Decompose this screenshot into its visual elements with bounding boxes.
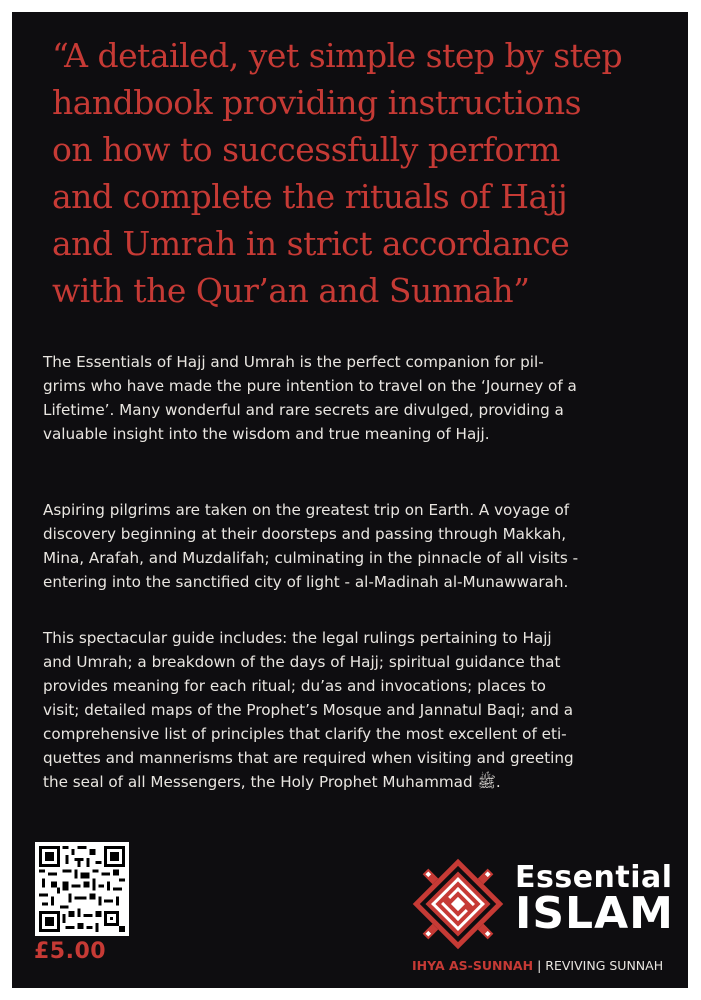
quote-line: “A detailed, yet simple step by step (52, 36, 623, 75)
publisher-name: IHYA AS-SUNNAH (412, 958, 534, 973)
price-label: £5.00 (34, 939, 107, 964)
geometric-logo-icon (404, 850, 512, 958)
description-paragraph-2 (43, 498, 683, 594)
tagline-text: REVIVING SUNNAH (545, 958, 664, 973)
paragraph-line: entering into the sanctified city of light - al-Madinah al-Munawwarah. (43, 573, 569, 591)
quote-line: handbook providing instructions (52, 83, 582, 122)
brand-name-line2: ISLAM (515, 888, 674, 939)
paragraph-line: provides meaning for each ritual; du’as and invocations; places to (43, 677, 546, 695)
paragraph-line: Mina, Arafah, and Muzdalifah; culminating in the pinnacle of all visits - (43, 549, 579, 567)
quote-line: with the Qur’an and Sunnah” (52, 271, 530, 310)
quote-line: on how to successfully perform (52, 130, 560, 169)
paragraph-line: This spectacular guide includes: the legal rulings pertaining to Hajj (43, 629, 552, 647)
paragraph-line: comprehensive list of principles that clarify the most excellent of eti- (43, 725, 567, 743)
quote-line: and Umrah in strict accordance (52, 224, 570, 263)
paragraph-line: The Essentials of Hajj and Umrah is the perfect companion for pil- (43, 353, 544, 371)
paragraph-line: Lifetime’. Many wonderful and rare secrets are divulged, providing a (43, 401, 564, 419)
paragraph-line: Aspiring pilgrims are taken on the greatest trip on Earth. A voyage of (43, 501, 570, 519)
cover-quote (52, 32, 682, 314)
description-paragraph-1 (43, 350, 683, 446)
book-back-cover (12, 12, 688, 988)
tagline-separator: | (537, 958, 542, 973)
description-paragraph-3 (43, 626, 683, 794)
paragraph-line: discovery beginning at their doorsteps and passing through Makkah, (43, 525, 567, 543)
paragraph-line: the seal of all Messengers, the Holy Prophet Muhammad ﷺ. (43, 773, 501, 791)
brand-name-line1: Essential (515, 860, 673, 895)
qr-code-icon (35, 842, 129, 936)
paragraph-line: valuable insight into the wisdom and true meaning of Hajj. (43, 425, 490, 443)
publisher-tagline (412, 958, 663, 973)
paragraph-line: quettes and mannerisms that are required when visiting and greeting (43, 749, 574, 767)
quote-line: and complete the rituals of Hajj (52, 177, 568, 216)
paragraph-line: and Umrah; a breakdown of the days of Hajj; spiritual guidance that (43, 653, 561, 671)
paragraph-line: grims who have made the pure intention to travel on the ‘Journey of a (43, 377, 577, 395)
paragraph-line: visit; detailed maps of the Prophet’s Mosque and Jannatul Baqi; and a (43, 701, 574, 719)
